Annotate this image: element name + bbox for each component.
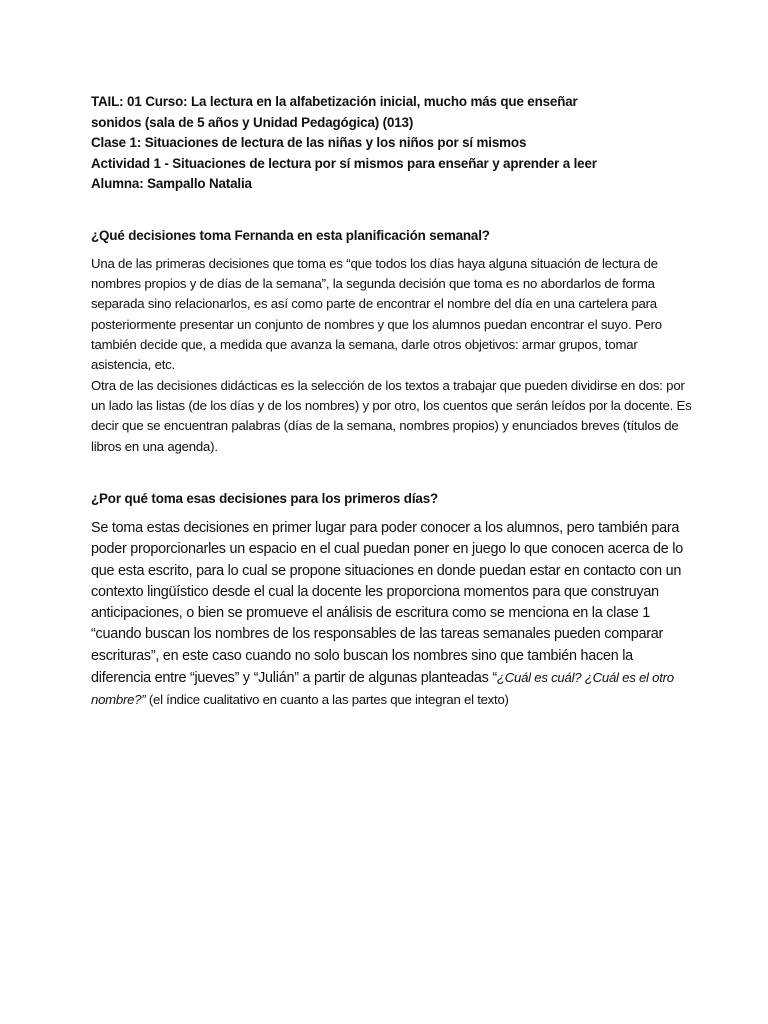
- text-line: nombres propios y de días de la semana”, la segunda decisión que toma es no abordarlos de forma: [91, 276, 655, 292]
- text-line: un lado las listas (de los días y de los nombres) y por otro, los cuentos que serán leídos por la docente. Es: [91, 398, 692, 414]
- header-line-class: Clase 1: Situaciones de lectura de las niñas y los niños por sí mismos: [91, 135, 527, 151]
- text-line-final: [91, 689, 691, 710]
- header-line-activity: Actividad 1 - Situaciones de lectura por sí mismos para enseñar y aprender a leer: [91, 155, 597, 171]
- answer-paragraph-1: [91, 254, 691, 375]
- text-line: contexto lingüístico desde el cual la docente les proporciona momentos para que construyan: [91, 583, 659, 600]
- text-line: decir que se encuentran palabras (días de la semana, nombres propios) y enunciados breves (títulos de: [91, 418, 679, 434]
- italic-quote: ¿Cuál es cuál? ¿Cuál es el otro: [496, 670, 674, 686]
- text-line: también decide que, a medida que avanza la semana, darle otros objetivos: armar grupos, tomar: [91, 336, 638, 352]
- question-heading-1: ¿Qué decisiones toma Fernanda en esta planificación semanal?: [91, 228, 490, 243]
- text-line: anticipaciones, o bien se promueve el análisis de escritura como se menciona en la clase 1: [91, 605, 651, 622]
- text-line: asistencia, etc.: [91, 357, 176, 373]
- text-line: Se toma estas decisiones en primer lugar para poder conocer a los alumnos, pero también para: [91, 520, 680, 536]
- text-line: Una de las primeras decisiones que toma es “que todos los días haya alguna situación de lectura de: [91, 256, 658, 271]
- text-line: “cuando buscan los nombres de los responsables de las tareas semanales pueden comparar: [91, 626, 664, 643]
- answer-paragraph-2: [91, 376, 691, 457]
- header-line-course: TAIL: 01 Curso: La lectura en la alfabetización inicial, mucho más que enseñar: [91, 94, 578, 109]
- header-line-course-cont: sonidos (sala de 5 años y Unidad Pedagógica) (013): [91, 114, 414, 130]
- question-heading-2: ¿Por qué toma esas decisiones para los primeros días?: [91, 491, 439, 506]
- text-segment: diferencia entre “jueves” y “Julián” a partir de algunas planteadas “: [91, 670, 497, 687]
- header-line-student: Alumna: Sampallo Natalia: [91, 176, 252, 192]
- text-segment: (el índice cualitativo en cuanto a las partes que integran el texto): [145, 692, 509, 708]
- text-line: que esta escrito, para lo cual se propone situaciones en donde puedan estar en contacto con un: [91, 562, 682, 579]
- answer-paragraph-3: [91, 518, 691, 711]
- text-line: posteriormente presentar un conjunto de nombres y que los alumnos puedan encontrar el suyo. Pero: [91, 316, 662, 332]
- text-line: separada sino relacionarlos, es así como parte de encontrar el nombre del día en una cartelera para: [91, 296, 657, 312]
- italic-quote-end: nombre?”: [91, 692, 146, 708]
- text-line: Otra de las decisiones didácticas es la selección de los textos a trabajar que pueden dividirse en dos: por: [91, 378, 685, 393]
- text-line: poder proporcionarles un espacio en el cual puedan poner en juego lo que conocen acerca de lo: [91, 541, 683, 558]
- text-line: libros en una agenda).: [91, 438, 218, 454]
- document-header: [91, 92, 691, 195]
- text-line-with-quote: [91, 667, 691, 689]
- text-line: escrituras”, en este caso cuando no solo buscan los nombres sino que también hacen la: [91, 647, 633, 664]
